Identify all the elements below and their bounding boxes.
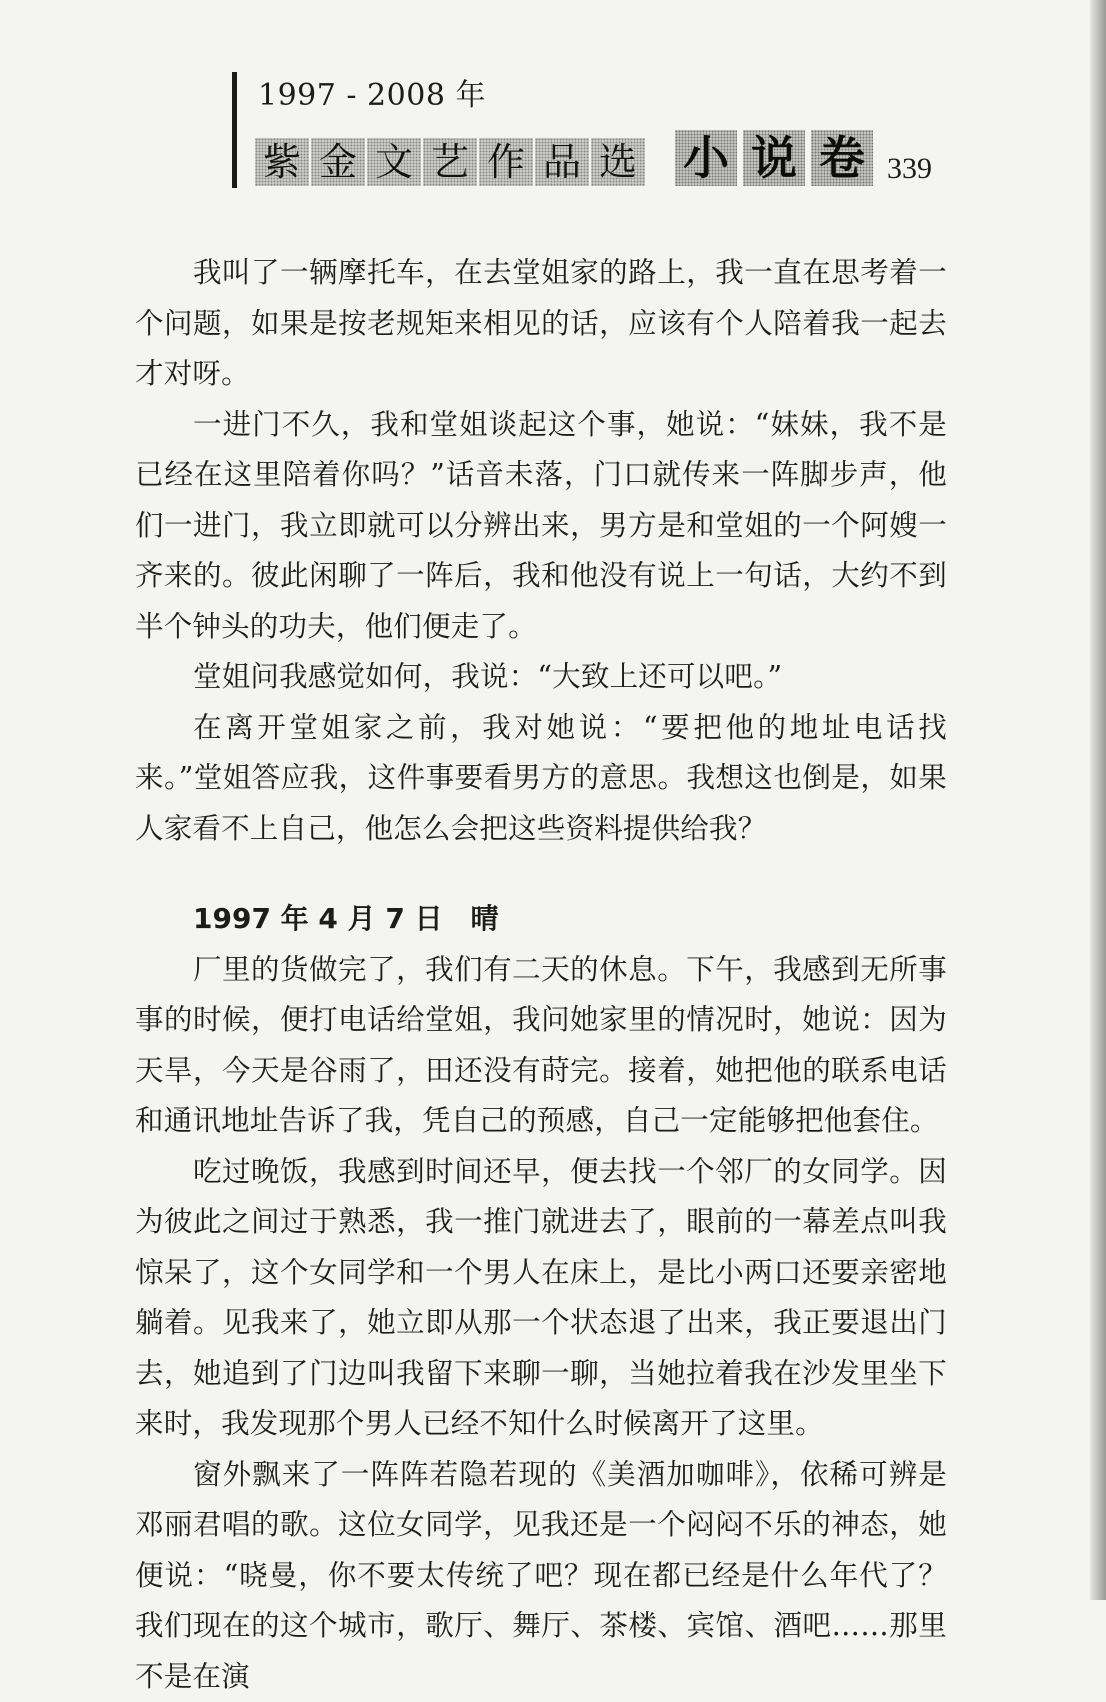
series-title-char: 金: [311, 138, 365, 186]
volume-title-char: 卷: [811, 130, 873, 186]
series-title-char: 品: [535, 138, 589, 186]
paragraph: 堂姐问我感觉如何，我说：“大致上还可以吧。”: [135, 652, 947, 703]
volume-title-char: 说: [743, 130, 805, 186]
series-title-char: 选: [591, 138, 645, 186]
page-edge-shadow: [1090, 0, 1106, 1600]
header-rule: [232, 72, 237, 188]
header-years: 1997 - 2008 年: [258, 70, 486, 114]
series-title-char: 作: [479, 138, 533, 186]
paragraph: 吃过晚饭，我感到时间还早，便去找一个邻厂的女同学。因为彼此之间过于熟悉，我一推门就进去了，眼前的一幕差点叫我惊呆了，这个女同学和一个男人在床上，是比小两口还要亲密地躺着。见我来了，她立即从那一个状态退了出来，我正要退出门去，她追到了门边叫我留下来聊一聊，当她拉着我在沙发里坐下来时，我发现那个男人已经不知什么时候离开了这里。: [135, 1147, 947, 1450]
paragraph: 我叫了一辆摩托车，在去堂姐家的路上，我一直在思考着一个问题，如果是按老规矩来相见的话，应该有个人陪着我一起去才对呀。: [135, 248, 947, 400]
paragraph: 在离开堂姐家之前，我对她说：“要把他的地址电话找来。”堂姐答应我，这件事要看男方的意思。我想这也倒是，如果人家看不上自己，他怎么会把这些资料提供给我？: [135, 703, 947, 855]
series-title-char: 紫: [255, 138, 309, 186]
page-number: 339: [887, 154, 932, 186]
body-text: [135, 248, 947, 1702]
running-header: [255, 130, 932, 186]
paragraph: 一进门不久，我和堂姐谈起这个事，她说：“妹妹，我不是已经在这里陪着你吗？”话音未落，门口就传来一阵脚步声，他们一进门，我立即就可以分辨出来，男方是和堂姐的一个阿嫂一齐来的。彼此闲聊了一阵后，我和他没有说上一句话，大约不到半个钟头的功夫，他们便走了。: [135, 400, 947, 653]
series-title-char: 艺: [423, 138, 477, 186]
diary-entry-date: 1997 年 4 月 7 日 晴: [135, 894, 947, 945]
paragraph: 厂里的货做完了，我们有二天的休息。下午，我感到无所事事的时候，便打电话给堂姐，我问她家里的情况时，她说：因为天旱，今天是谷雨了，田还没有莳完。接着，她把他的联系电话和通讯地址告诉了我，凭自己的预感，自己一定能够把他套住。: [135, 945, 947, 1147]
volume-title: [675, 130, 879, 186]
series-title-char: 文: [367, 138, 421, 186]
volume-title-char: 小: [675, 130, 737, 186]
paragraph: 窗外飘来了一阵阵若隐若现的《美酒加咖啡》，依稀可辨是邓丽君唱的歌。这位女同学，见我还是一个闷闷不乐的神态，她便说：“晓曼，你不要太传统了吧？现在都已经是什么年代了？我们现在的这个城市，歌厅、舞厅、茶楼、宾馆、酒吧……那里不是在演: [135, 1450, 947, 1702]
